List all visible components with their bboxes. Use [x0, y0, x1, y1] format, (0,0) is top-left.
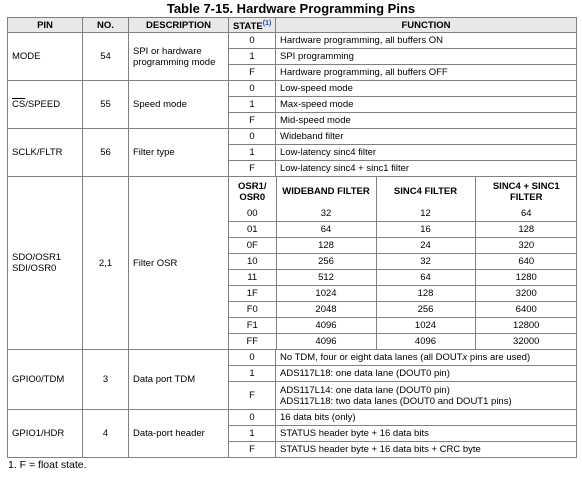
osr-cell-code: FF [229, 334, 276, 350]
function-cell [276, 382, 577, 410]
table-row [8, 81, 577, 97]
function-cell: Hardware programming, all buffers OFF [276, 65, 577, 81]
osr-row [229, 334, 577, 350]
osr-header-text: OSR0 [239, 191, 266, 203]
pin-cell [8, 81, 83, 129]
osr-cell-sinc4-sinc1: 32000 [513, 336, 540, 348]
description-cell: Filter OSR [129, 177, 229, 350]
osr-header-sinc4-sinc1 [475, 177, 577, 206]
pin-number-cell: 54 [83, 33, 129, 81]
osr-cell-sinc4: 1024 [376, 318, 475, 334]
osr-cell-sinc4: 12 [376, 206, 475, 222]
osr-row [229, 238, 577, 254]
function-cell: 16 data bits (only) [276, 410, 577, 426]
state-cell: 1 [229, 49, 276, 65]
osr-header-text: SINC4 + SINC1 [492, 180, 560, 192]
state-cell: 0 [229, 350, 276, 366]
osr-header-row [229, 177, 577, 206]
osr-row [229, 222, 577, 238]
pin-number-cell: 3 [83, 350, 129, 410]
description-cell: Speed mode [129, 81, 229, 129]
osr-header-text: OSR1/ [237, 180, 267, 192]
osr-cell-sinc4-sinc1: 1280 [475, 270, 577, 286]
function-cell: STATUS header byte + 16 data bits [276, 426, 577, 442]
osr-cell-sinc4-sinc1: 128 [475, 222, 577, 238]
osr-cell-code: 1F [229, 286, 276, 302]
osr-cell-code: 00 [229, 206, 276, 222]
osr-cell-sinc4-sinc1: 3200 [475, 286, 577, 302]
state-cell: 1 [229, 366, 276, 382]
function-cell: ADS117L18: one data lane (DOUT0 pin) [276, 366, 577, 382]
header-state [229, 18, 276, 33]
osr-cell-code: F0 [229, 302, 276, 318]
function-cell: Low-latency sinc4 filter [276, 145, 577, 161]
osr-cell-sinc4: 128 [376, 286, 475, 302]
table-header-row [8, 18, 577, 33]
footnote: 1. F = float state. [8, 459, 87, 471]
function-text: ADS117L18: two data lanes (DOUT0 and DOUT1 pins) [280, 395, 512, 407]
pin-cell: GPIO0/TDM [8, 350, 83, 410]
function-text: ADS117L14: one data lane (DOUT0 pin) [280, 384, 450, 396]
osr-cell-wideband: 512 [276, 270, 376, 286]
osr-cell-code: 01 [229, 222, 276, 238]
state-cell: F [229, 65, 276, 81]
osr-cell-wideband: 1024 [276, 286, 376, 302]
state-cell: 1 [229, 426, 276, 442]
description-cell: Data port TDM [129, 350, 229, 410]
table-row [8, 350, 577, 366]
osr-row [229, 302, 577, 318]
osr-cell-wideband: 256 [276, 254, 376, 270]
osr-header-text: FILTER [509, 191, 543, 203]
state-cell: 0 [229, 81, 276, 97]
osr-cell-sinc4: 256 [376, 302, 475, 318]
osr-cell-sinc4-sinc1: 640 [475, 254, 577, 270]
osr-row [229, 318, 577, 334]
state-cell: 0 [229, 33, 276, 49]
description-cell: Filter type [129, 129, 229, 177]
table-title: Table 7-15. Hardware Programming Pins [166, 1, 416, 16]
function-cell: Low-latency sinc4 + sinc1 filter [276, 161, 577, 177]
osr-cell-sinc4: 24 [376, 238, 475, 254]
table-row [8, 129, 577, 145]
state-cell: F [229, 161, 276, 177]
header-state-label: STATE [233, 21, 263, 33]
description-cell: Data-port header [129, 410, 229, 458]
osr-cell-sinc4-sinc1: 320 [475, 238, 577, 254]
osr-cell-wideband: 2048 [276, 302, 376, 318]
osr-header-wideband: WIDEBAND FILTER [276, 177, 376, 206]
function-cell: SPI programming [276, 49, 577, 65]
osr-subtable-cell [229, 177, 577, 350]
pin-cell: MODE [8, 33, 83, 81]
osr-cell-code: F1 [229, 318, 276, 334]
osr-header-sinc4: SINC4 FILTER [376, 177, 475, 206]
pin-number-cell: 4 [83, 410, 129, 458]
osr-cell-wideband: 32 [276, 206, 376, 222]
pin-cell: SCLK/FLTR [8, 129, 83, 177]
description-cell: SPI or hardware programming mode [129, 33, 229, 81]
osr-cell-code: 10 [229, 254, 276, 270]
state-cell: 0 [229, 410, 276, 426]
state-cell: F [229, 113, 276, 129]
pin-text: SDO/OSR1 [12, 252, 62, 264]
osr-cell-sinc4: 64 [376, 270, 475, 286]
function-cell: Max-speed mode [276, 97, 577, 113]
osr-cell-sinc4: 32 [376, 254, 475, 270]
osr-cell-sinc4: 16 [376, 222, 475, 238]
osr-cell-code: 0F [229, 238, 276, 254]
pin-number-cell: 2,1 [83, 177, 129, 350]
osr-cell-wideband: 4096 [276, 334, 376, 350]
function-text-italic: x [462, 352, 468, 364]
osr-row [229, 254, 577, 270]
osr-row [229, 286, 577, 302]
table-row [8, 177, 577, 350]
function-text: pins are used) [467, 352, 531, 364]
hardware-programming-pins-table [7, 17, 577, 458]
pin-text: /SPEED [25, 99, 61, 111]
osr-row [229, 270, 577, 286]
osr-subtable [229, 177, 577, 349]
osr-cell-sinc4: 4096 [376, 334, 475, 350]
osr-body [229, 206, 577, 349]
osr-row [229, 206, 577, 222]
osr-header-code [229, 177, 276, 206]
state-cell: 1 [229, 145, 276, 161]
function-cell: Wideband filter [276, 129, 577, 145]
function-cell: STATUS header byte + 16 data bits + CRC byte [276, 442, 577, 458]
osr-cell-sinc4-sinc1: 64 [475, 206, 577, 222]
state-cell: F [229, 382, 276, 410]
pin-text: SDI/OSR0 [12, 263, 57, 275]
function-text: No TDM, four or eight data lanes (all DOUT [280, 352, 463, 364]
header-pin: PIN [8, 18, 83, 33]
footnote-ref-link[interactable]: (1) [262, 20, 272, 27]
osr-cell-code: 11 [229, 270, 276, 286]
osr-cell-wideband: 4096 [276, 318, 376, 334]
state-cell: 1 [229, 97, 276, 113]
pin-number-cell: 55 [83, 81, 129, 129]
header-function: FUNCTION [276, 18, 577, 33]
function-cell: Hardware programming, all buffers ON [276, 33, 577, 49]
table-row [8, 33, 577, 49]
function-cell: Mid-speed mode [276, 113, 577, 129]
pin-cell [8, 177, 83, 350]
osr-cell-wideband: 128 [276, 238, 376, 254]
state-cell: 0 [229, 129, 276, 145]
function-cell: Low-speed mode [276, 81, 577, 97]
header-no: NO. [83, 18, 129, 33]
header-description: DESCRIPTION [129, 18, 229, 33]
pin-number-cell: 56 [83, 129, 129, 177]
osr-cell-sinc4-sinc1: 6400 [475, 302, 577, 318]
pin-cell: GPIO1/HDR [8, 410, 83, 458]
function-cell [276, 350, 577, 366]
osr-cell-wideband: 64 [276, 222, 376, 238]
state-cell: F [229, 442, 276, 458]
osr-cell-sinc4-sinc1: 12800 [475, 318, 577, 334]
table-row [8, 410, 577, 426]
pin-overline-text: $\overline{CS}$ [12, 99, 26, 111]
